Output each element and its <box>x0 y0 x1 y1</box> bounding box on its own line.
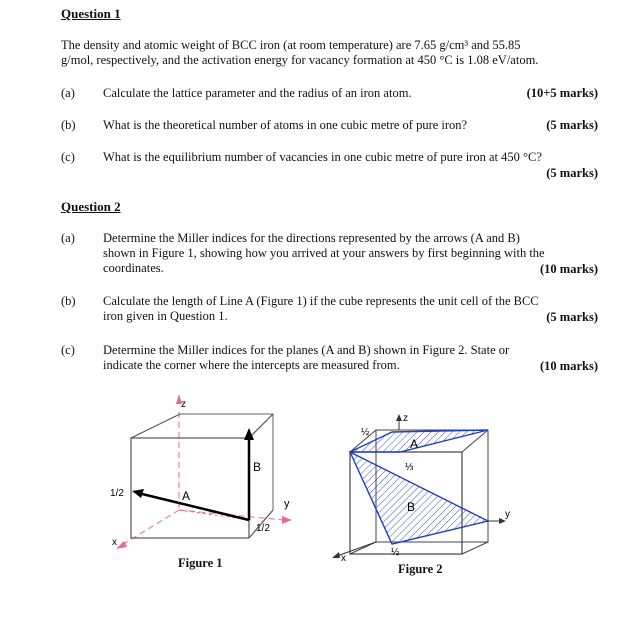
figure-1-caption: Figure 1 <box>178 556 223 570</box>
q2-b-text-line-1: Calculate the length of Line A (Figure 1) if the cube represents the unit cell of the BCC <box>103 294 539 308</box>
q1-b-marks: (5 marks) <box>546 118 598 132</box>
q1-a-label: (a) <box>61 86 75 100</box>
question-1-intro-line-1: The density and atomic weight of BCC iron (at room temperature) are 7.65 g/cm³ and 55.85 <box>61 38 521 52</box>
figure-2 <box>332 413 510 564</box>
q2-c-label: (c) <box>61 343 75 357</box>
fig1-arrow-a-head <box>132 489 144 498</box>
q2-c-text-line-2: indicate the corner where the intercepts are measured from. <box>103 358 400 372</box>
fig2-z-arrowhead <box>396 414 402 421</box>
fig2-half-top-label: ½ <box>361 427 370 438</box>
fig2-half-bottom-label: ½ <box>391 547 400 558</box>
q1-b-label: (b) <box>61 118 76 132</box>
question-2-heading: Question 2 <box>61 199 121 214</box>
q2-c-marks: (10 marks) <box>540 359 598 373</box>
q2-a-label: (a) <box>61 231 75 245</box>
q2-a-text-line-2: shown in Figure 1, showing how you arrived at your answers by first beginning with the <box>103 246 545 260</box>
q2-a-text-line-3: coordinates. <box>103 261 164 275</box>
fig1-half-left-label: 1/2 <box>110 488 124 499</box>
fig1-cube-edge-top-left <box>131 414 180 438</box>
q2-a-marks: (10 marks) <box>540 262 598 276</box>
q1-c-marks: (5 marks) <box>546 166 598 180</box>
fig2-cube-edge-3 <box>462 542 488 554</box>
fig2-plane-b-label: B <box>407 500 416 514</box>
question-1-intro-line-2: g/mol, respectively, and the activation energy for vacancy formation at 450 °C is 1.08 eV/atom. <box>61 53 539 67</box>
q2-a-text-line-1: Determine the Miller indices for the directions represented by the arrows (A and B) <box>103 231 520 245</box>
q1-b-text: What is the theoretical number of atoms in one cubic metre of pure iron? <box>103 118 468 132</box>
fig1-arrow-a-label: A <box>182 489 191 503</box>
q2-b-label: (b) <box>61 294 76 308</box>
q1-c-label: (c) <box>61 150 75 164</box>
fig2-plane-a <box>350 430 488 452</box>
fig1-arrow-a-line <box>138 493 249 520</box>
fig2-plane-a-label: A <box>410 437 419 451</box>
fig1-y-label: y <box>284 498 290 510</box>
fig2-third-label: ⅓ <box>405 462 414 473</box>
q2-c-text-line-1: Determine the Miller indices for the planes (A and B) shown in Figure 2. State or <box>103 343 510 357</box>
figure-1 <box>110 394 292 549</box>
fig2-plane-b <box>350 452 488 544</box>
fig1-y-arrowhead <box>282 516 292 524</box>
fig1-x-arrowhead <box>116 541 127 549</box>
q1-c-text: What is the equilibrium number of vacancies in one cubic metre of pure iron at 450 °C? <box>103 150 542 164</box>
question-1-heading: Question 1 <box>61 6 121 21</box>
q2-b-text-line-2: iron given in Question 1. <box>103 309 228 323</box>
fig2-x-arrowhead <box>332 552 340 558</box>
fig1-arrow-b-label: B <box>253 460 262 474</box>
fig1-cube-front-face <box>131 438 249 538</box>
figure-2-caption: Figure 2 <box>398 562 443 576</box>
fig2-x-label: x <box>341 553 346 564</box>
fig1-x-label: x <box>112 537 117 548</box>
fig1-half-bottom-label: 1/2 <box>256 523 270 534</box>
fig2-y-label: y <box>505 509 510 520</box>
q1-a-text: Calculate the lattice parameter and the radius of an iron atom. <box>103 86 412 100</box>
fig2-z-label: z <box>403 413 408 424</box>
fig1-z-label: z <box>181 399 186 410</box>
q1-a-marks: (10+5 marks) <box>526 86 598 100</box>
q2-b-marks: (5 marks) <box>546 310 598 324</box>
fig1-cube-edge-top-right <box>249 414 273 438</box>
